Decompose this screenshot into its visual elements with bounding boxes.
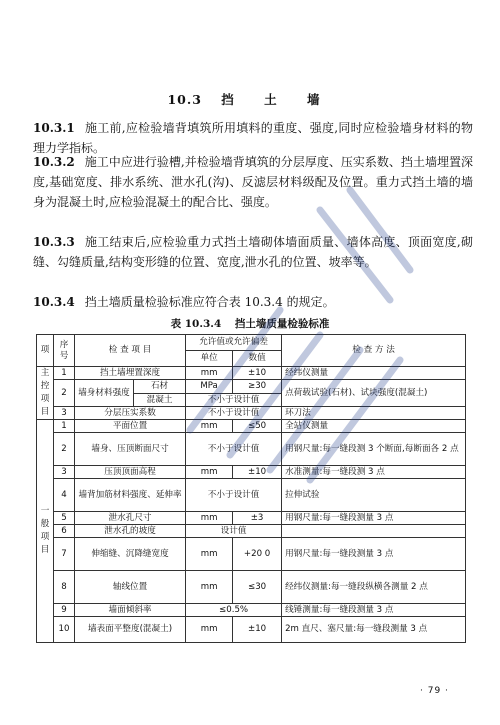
row-item: 平面位置 (75, 420, 186, 433)
row-value: +20 0 (233, 538, 282, 571)
row-method: 经纬仪测量:每一缝段纵横各测量 2 点 (282, 571, 466, 604)
row-number: 5 (54, 512, 75, 525)
table-row (37, 420, 466, 433)
row-subitem: 混凝土 (134, 394, 186, 407)
row-number: 1 (54, 367, 75, 380)
row-unit: MPa (186, 380, 233, 394)
clause-number: 10.3.2 (33, 155, 75, 169)
row-number: 3 (54, 466, 75, 479)
row-method: 全站仪测量 (282, 420, 466, 433)
row-unit: mm (186, 367, 233, 380)
row-number: 8 (54, 571, 75, 604)
table-row (37, 433, 466, 466)
row-item: 压顶顶面高程 (75, 466, 186, 479)
table-row (37, 604, 466, 617)
row-unit: mm (186, 538, 233, 571)
header-seq: 序号 (54, 335, 75, 367)
row-method (282, 525, 466, 538)
row-unit: mm (186, 420, 233, 433)
section-title: 挡 土 墙 (221, 92, 333, 107)
row-method: 点荷载试验(石材)、试块强度(混凝土) (282, 380, 466, 407)
table-row (37, 380, 466, 394)
row-value: ±10 (233, 466, 282, 479)
clause-number: 10.3.3 (33, 235, 75, 249)
row-value: 不小于设计值 (186, 479, 282, 512)
row-value: ≤50 (233, 420, 282, 433)
group-main-control: 主控项目 (37, 367, 54, 420)
table-row (37, 538, 466, 571)
table-row (37, 367, 466, 380)
row-value: ≤0.5% (186, 604, 282, 617)
row-number: 10 (54, 617, 75, 643)
table-row (37, 571, 466, 604)
table-row (37, 512, 466, 525)
clause-10-3-4 (33, 292, 473, 312)
row-number: 2 (54, 433, 75, 466)
row-value: ≤30 (233, 571, 282, 604)
section-number: 10.3 (167, 92, 202, 107)
header-method: 检 查 方 法 (282, 335, 466, 367)
row-number: 9 (54, 604, 75, 617)
row-item: 分层压实系数 (75, 407, 186, 420)
row-method: 水准测量:每一缝段测 3 点 (282, 466, 466, 479)
clause-number: 10.3.4 (33, 295, 75, 309)
row-number: 6 (54, 525, 75, 538)
clause-text: 施工中应进行验槽,并检验墙背填筑的分层厚度、压实系数、挡土墙埋置深度,基础宽度、排水系统、泄水孔(沟)、反滤层材料级配及位置。重力式挡土墙的墙身为混凝土时,应检验混凝土的配合比、强度。 (33, 155, 473, 209)
table-row (37, 407, 466, 420)
row-unit: mm (186, 466, 233, 479)
row-item: 泄水孔尺寸 (75, 512, 186, 525)
row-item: 挡土墙埋置深度 (75, 367, 186, 380)
table-row (37, 466, 466, 479)
row-method: 用钢尺量:每一缝段测量 3 点 (282, 538, 466, 571)
row-value: ±3 (233, 512, 282, 525)
row-item: 墙背加筋材料强度、延伸率 (75, 479, 186, 512)
row-item: 墙身、压顶断面尺寸 (75, 433, 186, 466)
row-number: 3 (54, 407, 75, 420)
row-item: 泄水孔的坡度 (75, 525, 186, 538)
row-unit: mm (186, 512, 233, 525)
row-method: 用钢尺量:每一缝段测 3 个断面,每断面各 2 点 (282, 433, 466, 466)
table-caption-name: 挡土墙质量检验标准 (234, 318, 330, 330)
row-item: 墙面倾斜率 (75, 604, 186, 617)
row-method: 线锤测量:每一缝段测量 3 点 (282, 604, 466, 617)
table-row (37, 525, 466, 538)
inspection-standard-table (36, 334, 466, 643)
row-item: 伸缩缝、沉降缝宽度 (75, 538, 186, 571)
header-value: 数值 (233, 351, 282, 367)
header-unit: 单位 (186, 351, 233, 367)
row-unit: mm (186, 617, 233, 643)
header-category: 项 (37, 335, 54, 367)
row-value: ±10 (233, 617, 282, 643)
row-item: 墙表面平整度(混凝土) (75, 617, 186, 643)
row-value: 设计值 (186, 525, 282, 538)
row-number: 7 (54, 538, 75, 571)
row-value: ±10 (233, 367, 282, 380)
row-item: 墙身材料强度 (75, 380, 134, 407)
row-method: 2m 直尺、塞尺量:每一缝段测量 3 点 (282, 617, 466, 643)
clause-text: 施工结束后,应检验重力式挡土墙砌体墙面质量、墙体高度、顶面宽度,砌缝、勾缝质量,结构变形缝的位置、宽度,泄水孔的位置、坡率等。 (33, 235, 473, 269)
page-number: · 79 · (420, 686, 449, 696)
row-item: 轴线位置 (75, 571, 186, 604)
clause-number: 10.3.1 (33, 121, 75, 135)
row-value: ≥30 (233, 380, 282, 394)
row-method: 环刀法 (282, 407, 466, 420)
row-subitem: 石材 (134, 380, 186, 394)
table-row (37, 479, 466, 512)
clause-10-3-3 (33, 232, 473, 272)
group-general: 一般项目 (37, 420, 54, 643)
row-value: 不小于设计值 (186, 407, 282, 420)
row-unit: mm (186, 571, 233, 604)
row-number: 4 (54, 479, 75, 512)
header-allowance: 允许值或允许偏差 (186, 335, 282, 351)
clause-text: 挡土墙质量检验标准应符合表 10.3.4 的规定。 (84, 295, 335, 309)
row-number: 1 (54, 420, 75, 433)
row-number: 2 (54, 380, 75, 407)
row-method: 用钢尺量:每一缝段测量 3 点 (282, 512, 466, 525)
row-method: 拉伸试验 (282, 479, 466, 512)
header-item: 检 查 项 目 (75, 335, 186, 367)
row-method: 经纬仪测量 (282, 367, 466, 380)
table-caption (0, 316, 500, 331)
row-value: 不小于设计值 (186, 394, 282, 407)
clause-text: 施工前,应检验墙背填筑所用填料的重度、强度,同时应检验墙身材料的物理力学指标。 (33, 121, 473, 155)
table-header-row (37, 335, 466, 351)
table-caption-number: 表 10.3.4 (170, 318, 222, 330)
section-heading (0, 90, 500, 108)
row-value: 不小于设计值 (186, 433, 282, 466)
table-row (37, 617, 466, 643)
clause-10-3-2 (33, 152, 473, 212)
